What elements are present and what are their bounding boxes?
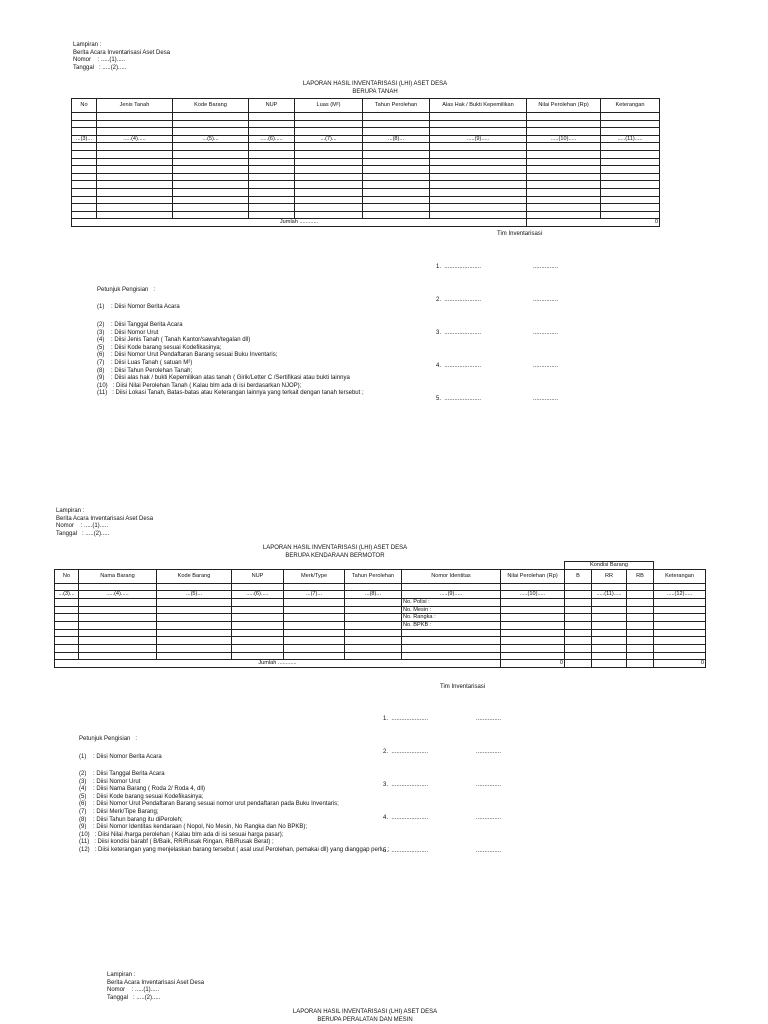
note-line: (8) : Diisi Tahun Perolehan Tanah; — [97, 367, 193, 374]
code-cell: ...(8)... — [345, 591, 402, 599]
identitas-mesin: No. Mesin : — [402, 606, 501, 614]
code-cell: .....(10)..... — [527, 135, 601, 143]
col-header: Keterangan — [601, 99, 660, 113]
note-line: (12) : Diisi keterangan yang menjelaskan barang tersebut ( asal usul Perolehan, pemakai dll) yang dianggap perlu; ; — [79, 846, 390, 853]
signature-dots: ............... — [533, 363, 559, 369]
col-header: Nomor Identitas — [402, 569, 501, 583]
note-line: (8) : Diisi Tahun barang itu diPeroleh; — [79, 816, 183, 823]
note-line: (6) : Diisi Nomor Urut Pendaftaran Barang sesuai nomor urut pendaftaran pada Buku Inventaris; — [79, 801, 339, 808]
col-header: Kode Barang — [157, 569, 232, 583]
code-cell: .....(9)..... — [402, 591, 501, 599]
jumlah-total: 0 — [501, 660, 565, 668]
signature-line: 2. ...................... — [436, 297, 482, 304]
doc3-header-line: Nomor : .....(1)..... — [107, 987, 160, 994]
doc1-note-1: (1) : Diisi Nomor Berita Acara — [97, 304, 180, 310]
signature-dots: ............... — [533, 330, 559, 337]
signature-line: 5. ...................... — [383, 847, 429, 854]
identitas-rangka: No. Rangka : — [402, 614, 501, 622]
table-row — [55, 614, 706, 622]
col-header: RB — [627, 569, 654, 583]
code-cell: .....(9)..... — [430, 135, 527, 143]
table-row — [72, 196, 660, 204]
code-cell: ...(7)... — [284, 591, 345, 599]
doc2-header — [56, 508, 153, 538]
jumlah-row — [72, 219, 660, 227]
signature-dots: ............... — [533, 264, 559, 271]
note-line: (5) : Diisi Kode barang sesuai Kodefikasinya; — [79, 793, 204, 800]
code-cell: ...(7)... — [295, 135, 363, 143]
code-cell: .....(10)..... — [501, 591, 565, 599]
doc2-table — [54, 561, 706, 668]
doc2-tim-label: Tim Inventarisasi — [440, 684, 486, 690]
signature-dots: ............... — [533, 395, 559, 402]
signature-line: 4. ...................... — [436, 363, 482, 369]
doc1-header-line: Tanggal : .....(2)..... — [73, 64, 127, 71]
code-cell: .....(4)..... — [97, 135, 173, 143]
doc1-notes — [97, 322, 364, 398]
note-line: (11) : Diisi Lokasi Tanah, Batas-batas atau Keterangan lainnya yang terkait dengan tanah tersebut ; — [97, 390, 364, 397]
doc1-table — [71, 98, 660, 227]
doc1-header-line: Nomor : .....(1)..... — [73, 57, 126, 64]
col-header: No — [72, 99, 97, 113]
note-line: (2) : Diisi Tanggal Berita Acara — [79, 771, 165, 777]
signature-dots: ............... — [533, 297, 559, 304]
table-row — [55, 629, 706, 637]
doc2-signature-dots — [476, 702, 501, 874]
note-line: (7) : Diisi Luas Tanah ( satuan M²) — [97, 359, 193, 366]
code-cell: ...(8)... — [363, 135, 430, 143]
col-header: Tahun Perolehan — [363, 99, 430, 113]
jumlah-total-2: 0 — [654, 660, 706, 668]
note-line: (3) : Diisi Nomor Urut — [79, 778, 141, 785]
jumlah-label: Jumlah ............ — [72, 219, 527, 227]
signature-line: 3. ...................... — [383, 782, 429, 789]
code-cell: ...(5)... — [157, 591, 232, 599]
note-line: (6) : Diisi Nomor Urut Pendaftaran Barang sesuai Buku Inventaris; — [97, 352, 278, 359]
note-line: (11) : Diisi kondisi barabf ( B/Baik, RR/Rusak Ringan, RB/Rusak Berat) ; — [79, 839, 274, 846]
table-row — [72, 181, 660, 189]
table-row — [72, 158, 660, 166]
signature-line: 1. ...................... — [436, 264, 482, 271]
code-cell: ...(5)... — [173, 135, 249, 143]
doc2-title: LAPORAN HASIL INVENTARISASI (LHI) ASET DESA — [262, 545, 408, 551]
table-row — [72, 204, 660, 212]
doc3-header-line: Berita Acara Inventarisasi Aset Desa — [107, 979, 205, 986]
signature-line: 1. ...................... — [383, 716, 429, 723]
jumlah-label: Jumlah ............ — [55, 660, 501, 668]
code-row — [72, 135, 660, 143]
col-header: Merk/Type — [284, 569, 345, 583]
table-row — [72, 173, 660, 181]
doc1-signature-dots — [533, 250, 558, 422]
doc1-header-line: Berita Acara Inventarisasi Aset Desa — [73, 49, 171, 56]
code-cell: .....(6)..... — [232, 591, 284, 599]
doc3-title: LAPORAN HASIL INVENTARISASI (LHI) ASET DESA — [292, 1009, 438, 1015]
table-row — [72, 143, 660, 151]
table-row — [72, 166, 660, 174]
note-line: (5) : Diisi Kode barang sesuai Kodefikasinya; — [97, 344, 222, 351]
doc2-note-1: (1) : Diisi Nomor Berita Acara — [79, 754, 162, 760]
doc1-petunjuk: Petunjuk Pengisian : — [97, 287, 156, 293]
doc2-petunjuk: Petunjuk Pengisian : — [79, 736, 138, 742]
code-cell: .....(4)..... — [79, 591, 157, 599]
code-cell: ...(3)... — [72, 135, 97, 143]
doc1-signatures — [436, 250, 481, 422]
note-line: (4) : Diisi Nama Barang ( Roda 2/ Roda 4, dll) — [79, 786, 206, 793]
code-cell: ...(3)... — [55, 591, 79, 599]
doc3-header — [107, 972, 204, 1002]
doc1-tim-label: Tim Inventarisasi — [497, 231, 543, 237]
signature-dots: ............... — [476, 815, 502, 821]
doc3-subtitle: BERUPA PERALATAN DAN MESIN — [317, 1017, 413, 1023]
note-line: (4) : Diisi Jenis Tanah ( Tanah Kantor/sawah/tegalan dll) — [97, 337, 251, 344]
kondisi-header: Kondisi Barang — [565, 562, 654, 570]
doc2-header-line: Nomor : .....(1)..... — [56, 523, 109, 530]
col-header: Nilai Perolehan (Rp) — [527, 99, 601, 113]
doc2-header-line: Lampiran : — [56, 508, 85, 514]
col-header: Nama Barang — [79, 569, 157, 583]
doc2-notes — [79, 771, 390, 855]
col-header: NUP — [249, 99, 295, 113]
signature-line: 4. ...................... — [383, 815, 429, 821]
note-line: (9) : Diisi alas hak / bukti Kepemilikan atas tanah ( Girik/Letter C /Sertifikasi atau bukti lainnya — [97, 375, 350, 382]
code-row — [55, 591, 706, 599]
table-row — [55, 599, 706, 607]
identitas-polisi: No. Polisi : — [402, 599, 501, 607]
table-row — [72, 211, 660, 219]
note-line: (10) : Diisi Nilai Perolehan Tanah ( Kalau blm ada di isi berdasarkan NJOP); — [97, 382, 302, 389]
jumlah-total: 0 — [527, 219, 660, 227]
table-row — [72, 113, 660, 121]
col-header: NUP — [232, 569, 284, 583]
signature-dots: ............... — [476, 782, 502, 789]
code-cell: .....(12)..... — [654, 591, 706, 599]
table-row — [55, 645, 706, 653]
doc1-title: LAPORAN HASIL INVENTARISASI (LHI) ASET DESA — [302, 81, 448, 87]
table-row — [72, 128, 660, 136]
note-line: (3) : Diisi Nomor Urut — [97, 329, 159, 336]
note-line: (9) : Diisi Nomor Identitas kendaraan ( Nopol, No Mesin, No Rangka dan No BPKB); — [79, 824, 308, 831]
table-row — [55, 583, 706, 591]
col-header: Jenis Tanah — [97, 99, 173, 113]
col-header: Keterangan — [654, 569, 706, 583]
col-header: RR — [592, 569, 627, 583]
col-header: B — [565, 569, 592, 583]
signature-dots: ............... — [476, 716, 502, 723]
col-header: Alas Hak / Bukti Kepemilikan — [430, 99, 527, 113]
code-cell: .....(6)..... — [249, 135, 295, 143]
table-row — [72, 151, 660, 159]
signature-dots: ............... — [476, 749, 502, 756]
col-header: Tahun Perolehan — [345, 569, 402, 583]
note-line: (10) : Diisi Nilai /harga perolehan ( Kalau blm ada di isi sesuai harga pasar); — [79, 831, 284, 838]
code-cell: .....(11)..... — [592, 591, 627, 599]
jumlah-row — [55, 660, 706, 668]
identitas-bpkb: No. BPKB : — [402, 622, 501, 630]
table-row — [72, 189, 660, 197]
doc1-subtitle: BERUPA TANAH — [352, 89, 398, 95]
signature-line: 2. ...................... — [383, 749, 429, 756]
doc3-header-line: Lampiran : — [107, 972, 136, 978]
table-row — [72, 120, 660, 128]
doc2-header-line: Tanggal : .....(2)..... — [56, 530, 110, 537]
signature-line: 5. ...................... — [436, 395, 482, 402]
table-row — [55, 652, 706, 660]
doc2-header-line: Berita Acara Inventarisasi Aset Desa — [56, 515, 154, 522]
code-cell: .....(11)..... — [601, 135, 660, 143]
doc2-subtitle: BERUPA KENDARAAN BERMOTOR — [285, 553, 385, 559]
col-header: Nilai Perolehan (Rp) — [501, 569, 565, 583]
signature-dots: ............... — [476, 847, 502, 854]
table-row — [55, 637, 706, 645]
note-line: (7) : Diisi Merk/Tipe Barang; — [79, 808, 159, 815]
note-line: (2) : Diisi Tanggal Berita Acara — [97, 322, 183, 328]
col-header: Kode Barang — [173, 99, 249, 113]
col-header: Luas (M²) — [295, 99, 363, 113]
signature-line: 3. ...................... — [436, 330, 482, 337]
doc3-header-line: Tanggal : .....(2)..... — [107, 994, 161, 1001]
table-row — [55, 606, 706, 614]
doc1-header — [73, 42, 170, 72]
table-row — [55, 622, 706, 630]
col-header: No — [55, 569, 79, 583]
doc1-header-line: Lampiran : — [73, 42, 102, 48]
